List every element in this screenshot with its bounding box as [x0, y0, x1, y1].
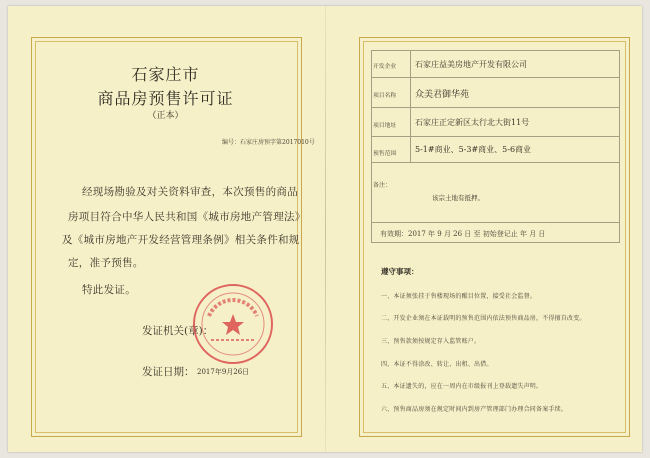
project-name-value: 众美君御华苑 [415, 90, 470, 100]
table-divider [371, 222, 620, 223]
issue-date-label: 发证日期： [142, 366, 195, 378]
notice-title: 遵守事项： [381, 267, 419, 276]
table-column-divider [410, 50, 411, 163]
table-divider [371, 77, 620, 78]
presale-scope-value: 5-1#商业、5-3#商业、5-6商业 [415, 145, 532, 154]
developer-label: 开发企业 [373, 64, 397, 70]
project-address-value: 石家庄正定新区太行北大街11号 [415, 118, 530, 127]
body-line-3: 及《城市房地产开发经营管理条例》相关条件和规 [62, 234, 300, 246]
notice-item-4: 四、本证不得涂改、转让、出租、出借。 [381, 361, 493, 368]
body-line-5: 特此发证。 [82, 284, 136, 296]
table-divider [371, 162, 620, 163]
remarks-note: 该宗土地有抵押。 [432, 194, 484, 202]
body-line-2: 房项目符合中华人民共和国《城市房地产管理法》 [68, 211, 306, 223]
notice-item-6: 六、预售商品房须在规定时间内到房产管理部门办理合同备案手续。 [381, 406, 568, 413]
issue-date-value: 2017年9月26日 [197, 368, 250, 376]
validity-period: 有效期：2017 年 9 月 26 日 至 初始登记止 年 月 日 [380, 230, 546, 238]
official-seal [193, 284, 273, 364]
copy-label: （正本） [147, 111, 184, 121]
notice-item-1: 一、本证须张挂于售楼现场的醒目位置，接受社会监督。 [381, 293, 537, 300]
table-divider [371, 107, 620, 108]
fold-line [325, 6, 326, 452]
remarks-label: 备注： [373, 182, 392, 189]
notice-item-2: 二、开发企业须在本证载明的预售范围内依法预售商品房，不得擅自改变。 [381, 315, 586, 322]
serial-number: 编号：石家庄房预字第2017010号 [222, 139, 315, 146]
issuer-label: 发证机关(章)： [142, 325, 214, 337]
notice-item-5: 五、本证遗失的，应在一周内在市级报刊上登载遗失声明。 [381, 383, 543, 390]
developer-value: 石家庄益美房地产开发有限公司 [415, 60, 527, 69]
table-divider [371, 136, 620, 137]
body-line-4: 定，准予预售。 [68, 257, 144, 269]
seal-star-icon [195, 286, 271, 362]
project-address-label: 项目地址 [373, 123, 397, 129]
certificate-title: 商品房预售许可证 [97, 89, 234, 108]
notice-item-3: 三、预售款须按规定存入监管账户。 [381, 338, 481, 345]
project-name-label: 项目名称 [373, 93, 397, 99]
presale-scope-label: 预售范围 [373, 151, 397, 157]
city-title: 石家庄市 [131, 65, 200, 84]
body-line-1: 经现场勘验及对关资料审查，本次预售的商品 [82, 186, 298, 198]
